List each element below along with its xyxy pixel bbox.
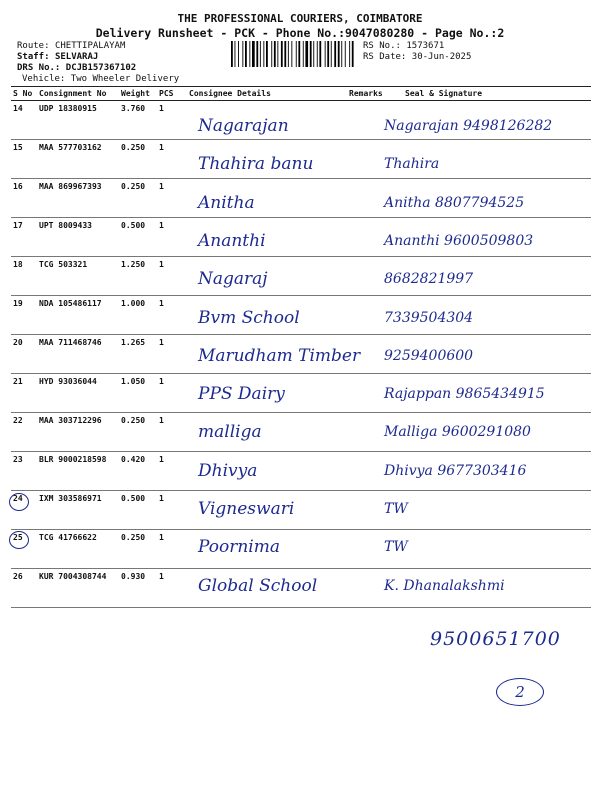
row-consignment-no: MAA 869967393 xyxy=(37,179,119,218)
handwritten-consignee: Vigneswari xyxy=(198,499,295,519)
row-sno: 17 xyxy=(11,218,37,257)
row-consignment-no: MAA 577703162 xyxy=(37,140,119,179)
handwritten-signature: TW xyxy=(384,539,408,556)
handwritten-signature: Malliga 9600291080 xyxy=(384,424,531,441)
col-remarks: Remarks xyxy=(347,87,403,101)
row-weight: 0.250 xyxy=(119,413,157,452)
handwritten-signature: Anitha 8807794525 xyxy=(384,194,525,211)
row-pcs: 1 xyxy=(157,257,187,296)
row-sno: 16 xyxy=(11,179,37,218)
row-sno: 19 xyxy=(11,296,37,335)
barcode-bar xyxy=(260,41,261,67)
row-weight: 0.500 xyxy=(119,218,157,257)
barcode-bar xyxy=(235,41,236,67)
handwritten-signature: 8682821997 xyxy=(384,271,474,288)
handwritten-consignee: Thahira banu xyxy=(198,154,314,175)
row-sno: 24 xyxy=(11,491,37,530)
rs-date-line xyxy=(363,52,471,63)
row-weight: 1.265 xyxy=(119,335,157,374)
col-weight: Weight xyxy=(119,87,157,101)
row-pcs: 1 xyxy=(157,530,187,569)
handwritten-signature: Ananthi 9600509803 xyxy=(384,232,534,249)
row-weight: 1.000 xyxy=(119,296,157,335)
staff-label: Staff: xyxy=(17,52,50,62)
barcode-bar xyxy=(266,41,268,67)
col-consignee-details: Consignee Details xyxy=(187,87,347,101)
handwritten-signature: K. Dhanalakshmi xyxy=(384,577,505,594)
row-consignment-no: NDA 105486117 xyxy=(37,296,119,335)
row-sno: 22 xyxy=(11,413,37,452)
handwritten-consignee: malliga xyxy=(198,422,262,443)
row-sno: 23 xyxy=(11,452,37,491)
row-signature xyxy=(403,530,591,569)
row-pcs: 1 xyxy=(157,569,187,608)
handwritten-consignee: Global School xyxy=(198,575,318,596)
barcode-bar xyxy=(277,41,278,67)
handwritten-consignee: Anitha xyxy=(198,192,255,213)
handwritten-consignee: Nagarajan xyxy=(198,116,289,136)
handwritten-consignee: Dhivya xyxy=(198,460,258,481)
handwritten-consignee: Bvm School xyxy=(198,307,300,328)
row-sno: 18 xyxy=(11,257,37,296)
row-consignment-no: TCG 503321 xyxy=(37,257,119,296)
row-consignment-no: HYD 93036044 xyxy=(37,374,119,413)
barcode-bar xyxy=(231,41,233,67)
row-pcs: 1 xyxy=(157,335,187,374)
route-label: Route: xyxy=(17,41,50,51)
vehicle-line xyxy=(22,74,179,85)
barcode-bar xyxy=(245,41,247,67)
row-pcs: 1 xyxy=(157,179,187,218)
handwritten-consignee: PPS Dairy xyxy=(198,384,285,405)
row-sno: 20 xyxy=(11,335,37,374)
row-consignment-no: UPT 8009433 xyxy=(37,218,119,257)
col-pcs: PCS xyxy=(157,87,187,101)
barcode-bar xyxy=(291,41,292,67)
row-sno: 21 xyxy=(11,374,37,413)
barcode-bar xyxy=(325,41,326,67)
barcode-bar xyxy=(284,41,286,67)
barcode-bar xyxy=(288,41,289,67)
rs-no-value: 1573671 xyxy=(406,41,445,51)
drs-label: DRS No.: xyxy=(17,63,61,73)
route-line xyxy=(17,41,125,52)
handwritten-signature: 9259400600 xyxy=(384,347,474,364)
table-row xyxy=(11,296,591,335)
row-consignment-no: UDP 18380915 xyxy=(37,101,119,140)
row-weight: 0.420 xyxy=(119,452,157,491)
row-pcs: 1 xyxy=(157,140,187,179)
row-pcs: 1 xyxy=(157,491,187,530)
rs-date-label: RS Date: xyxy=(363,52,407,62)
table-header-row xyxy=(11,87,591,101)
barcode-bar xyxy=(310,41,312,67)
handwritten-signature: TW xyxy=(384,501,408,517)
barcode-bar xyxy=(338,41,340,67)
table-row xyxy=(11,491,591,530)
row-weight: 0.250 xyxy=(119,140,157,179)
handwritten-signature: Dhivya 9677303416 xyxy=(384,462,527,479)
row-consignment-no: TCG 41766622 xyxy=(37,530,119,569)
row-weight: 0.250 xyxy=(119,530,157,569)
row-consignment-no: BLR 9000218598 xyxy=(37,452,119,491)
barcode-bar xyxy=(303,41,304,67)
row-sno: 15 xyxy=(11,140,37,179)
handwritten-phone: 9500651700 xyxy=(430,628,561,650)
col-seal-signature: Seal & Signature xyxy=(403,87,591,101)
rs-no-line xyxy=(363,41,444,52)
row-weight: 3.760 xyxy=(119,101,157,140)
barcode-bar xyxy=(238,41,239,67)
row-consignment-no: MAA 711468746 xyxy=(37,335,119,374)
barcode-bar xyxy=(263,41,264,67)
handwritten-signature: Nagarajan 9498126282 xyxy=(384,118,553,134)
row-pcs: 1 xyxy=(157,413,187,452)
barcode xyxy=(231,41,358,67)
row-sno: 26 xyxy=(11,569,37,608)
col-sno: S No xyxy=(11,87,37,101)
barcode-bar xyxy=(249,41,250,67)
handwritten-consignee: Poornima xyxy=(198,537,280,558)
row-sno: 25 xyxy=(11,530,37,569)
barcode-bar xyxy=(242,41,243,67)
row-pcs: 1 xyxy=(157,218,187,257)
table-row xyxy=(11,530,591,569)
row-weight: 1.050 xyxy=(119,374,157,413)
page-number-text: 2 xyxy=(515,683,525,701)
barcode-bar xyxy=(327,41,329,67)
document-title: THE PROFESSIONAL COURIERS, COIMBATORE xyxy=(177,12,423,25)
barcode-bar xyxy=(252,41,255,67)
staff-value: SELVARAJ xyxy=(54,52,99,62)
rs-no-label: RS No.: xyxy=(363,41,401,51)
barcode-bar xyxy=(271,41,272,67)
row-pcs: 1 xyxy=(157,452,187,491)
handwritten-consignee: Marudham Timber xyxy=(198,345,361,366)
row-weight: 1.250 xyxy=(119,257,157,296)
barcode-bar xyxy=(341,41,342,67)
row-pcs: 1 xyxy=(157,296,187,335)
rs-date-value: 30-Jun-2025 xyxy=(411,52,472,62)
row-sno: 14 xyxy=(11,101,37,140)
route-value: CHETTIPALAYAM xyxy=(54,41,126,51)
document-subtitle: Delivery Runsheet - PCK - Phone No.:9047080280 - Page No.:2 xyxy=(95,26,505,40)
row-weight: 0.500 xyxy=(119,491,157,530)
barcode-bar xyxy=(345,41,346,67)
handwritten-signature: 7339504304 xyxy=(384,309,474,326)
row-weight: 0.250 xyxy=(119,179,157,218)
row-consignment-no: IXM 303586971 xyxy=(37,491,119,530)
row-consignment-no: MAA 303712296 xyxy=(37,413,119,452)
col-consignment-no: Consignment No xyxy=(37,87,119,101)
barcode-bar xyxy=(256,41,258,67)
row-consignment-no: KUR 7004308744 xyxy=(37,569,119,608)
barcode-bar xyxy=(274,41,276,67)
table-row xyxy=(11,257,591,296)
vehicle-value: Two Wheeler Delivery xyxy=(70,74,180,84)
handwritten-consignee: Nagaraj xyxy=(198,269,268,290)
row-weight: 0.930 xyxy=(119,569,157,608)
page-number-mark xyxy=(496,678,544,706)
barcode-bar xyxy=(317,41,318,67)
barcode-bar xyxy=(349,41,350,67)
handwritten-signature: Thahira xyxy=(384,156,440,173)
handwritten-consignee: Ananthi xyxy=(198,230,266,251)
barcode-bar xyxy=(331,41,332,67)
sno-circle-mark xyxy=(9,493,29,511)
row-signature xyxy=(403,491,591,530)
barcode-bar xyxy=(313,41,314,67)
drs-line xyxy=(17,63,136,74)
staff-line xyxy=(17,52,98,63)
barcode-bar xyxy=(281,41,283,67)
barcode-bar xyxy=(305,41,308,67)
row-pcs: 1 xyxy=(157,374,187,413)
barcode-bar xyxy=(296,41,297,67)
handwritten-signature: Rajappan 9865434915 xyxy=(384,386,545,403)
barcode-bar xyxy=(298,41,300,67)
barcode-bar xyxy=(352,41,354,67)
barcode-bar xyxy=(319,41,321,67)
barcode-bar xyxy=(334,41,336,67)
drs-value: DCJB157367102 xyxy=(65,63,137,73)
vehicle-label: Vehicle: xyxy=(22,74,66,84)
row-pcs: 1 xyxy=(157,101,187,140)
